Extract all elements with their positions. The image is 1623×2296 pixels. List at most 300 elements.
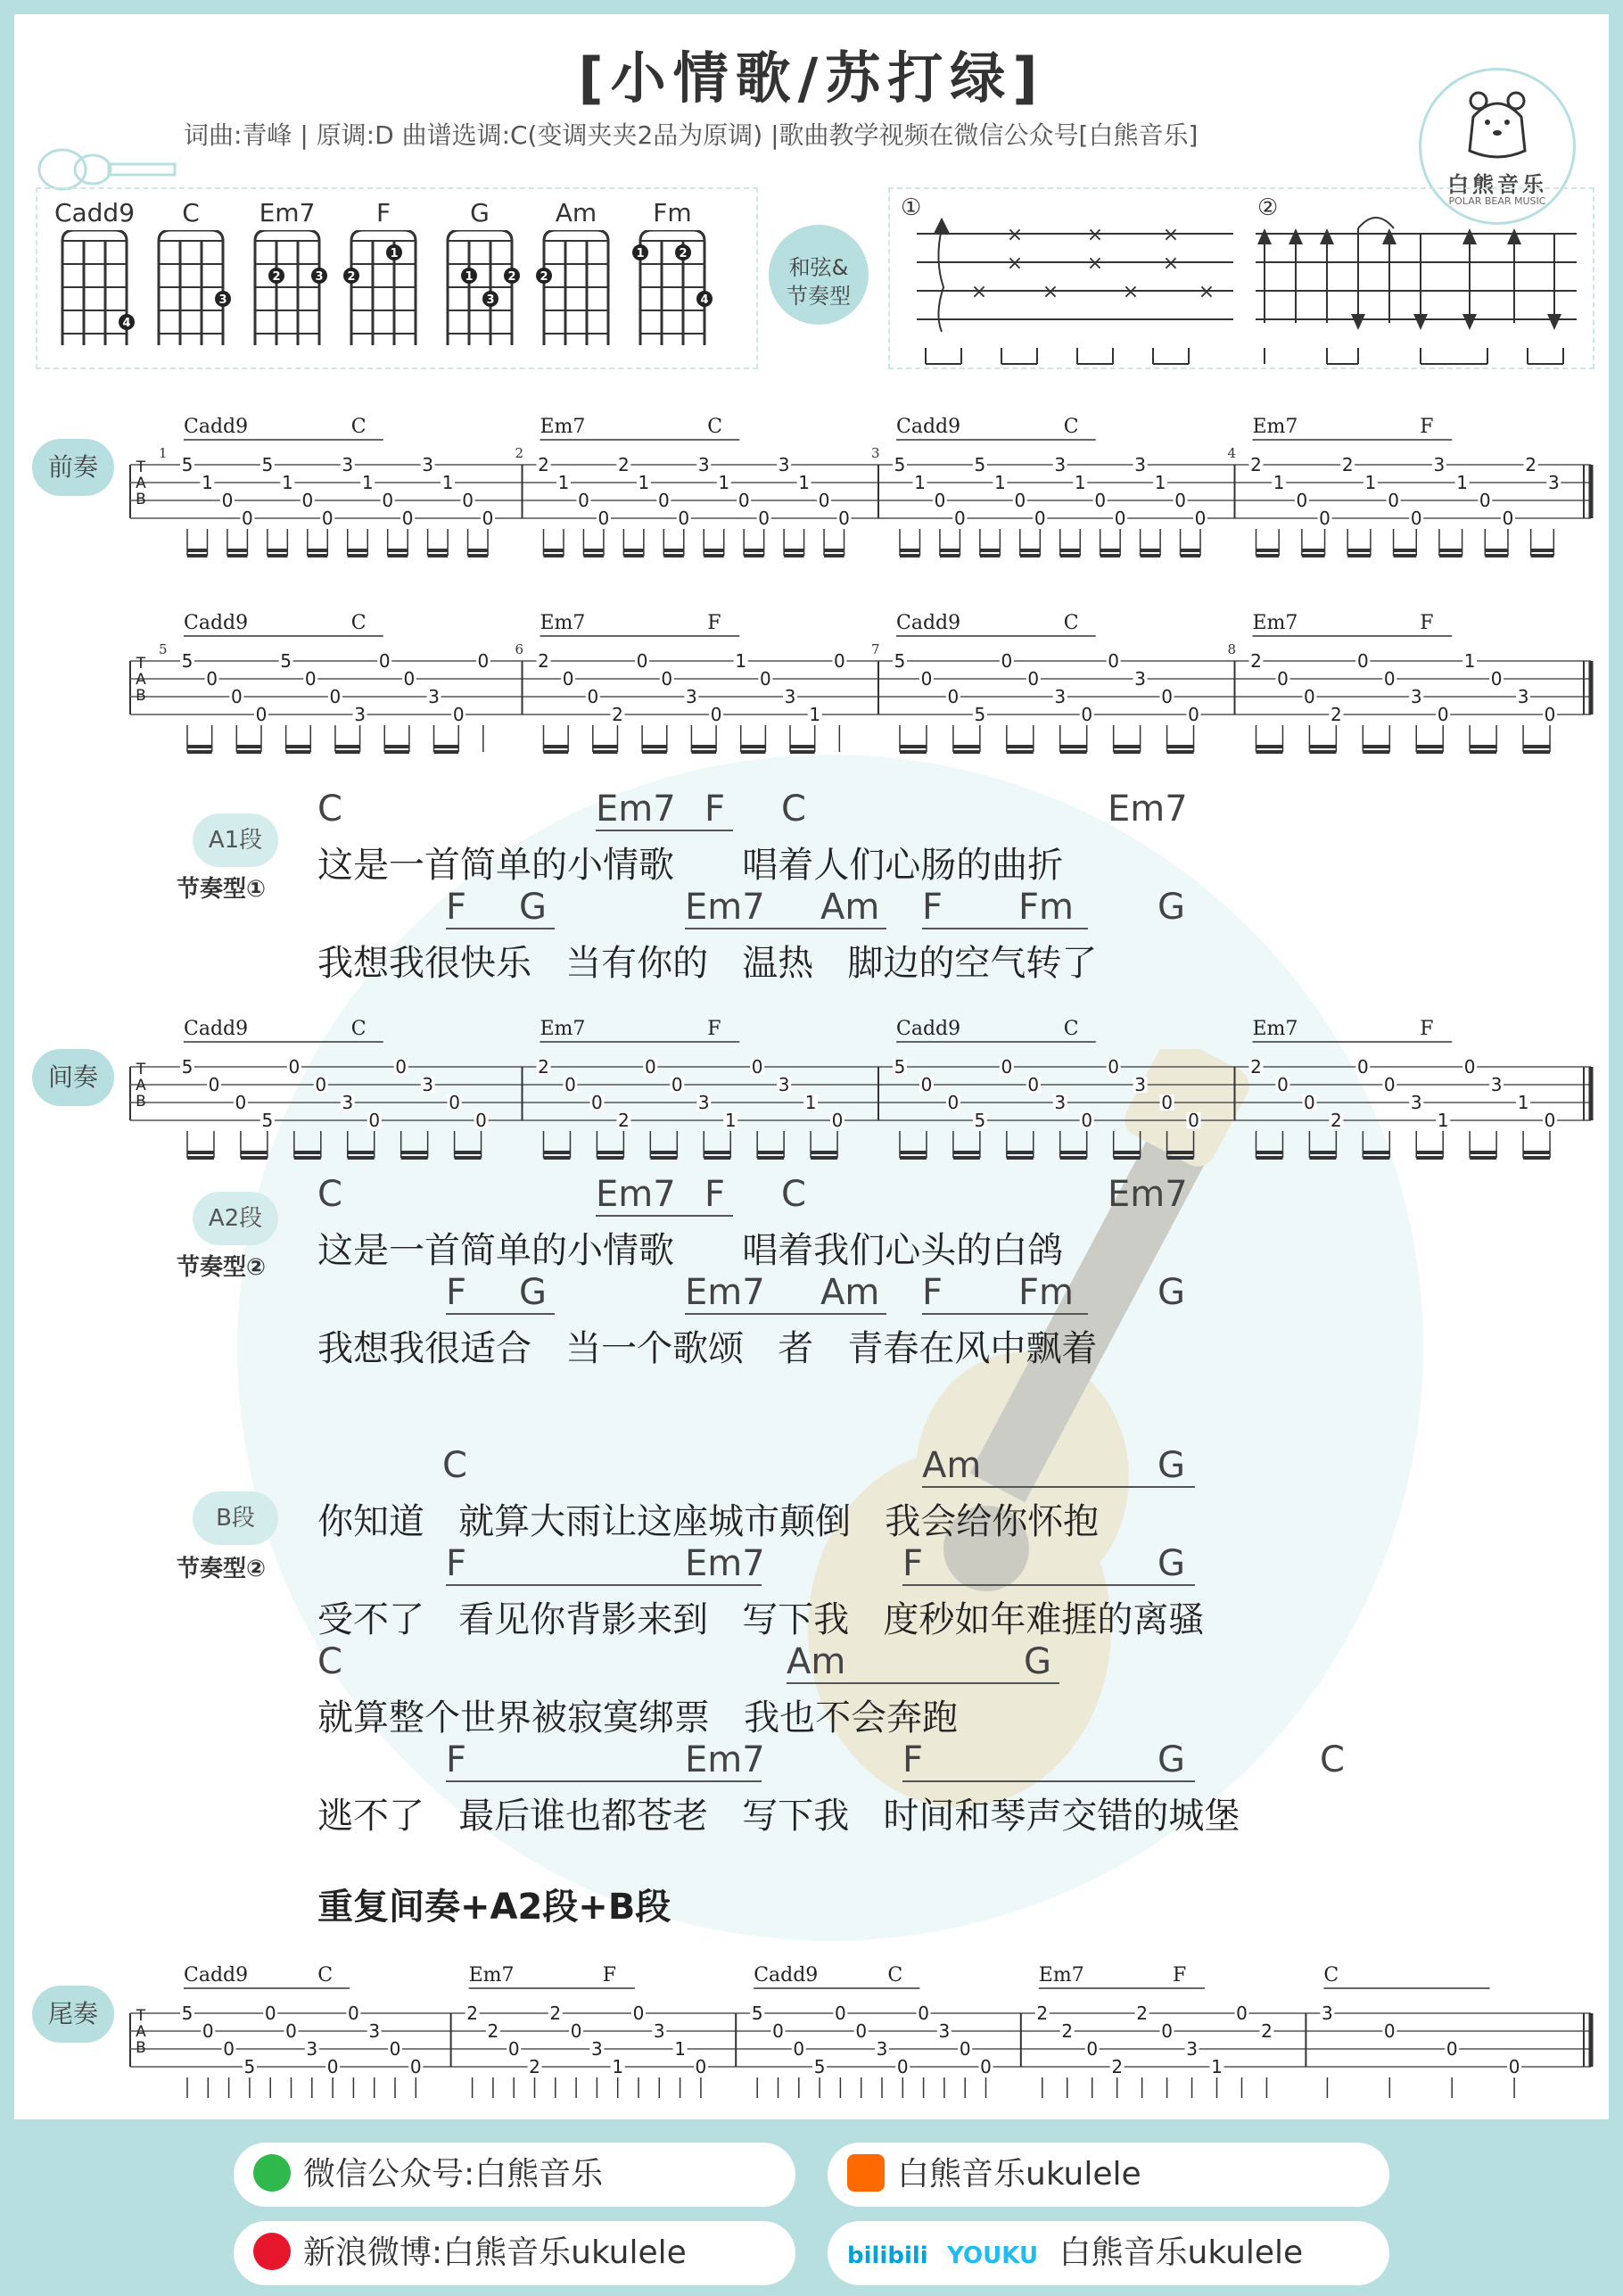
tab-note: 5 bbox=[751, 2003, 763, 2024]
tab-note: 1 bbox=[638, 472, 650, 493]
song-info: 词曲:青峰 | 原调:D 曲谱选调:C(变调夹夹2品为原调) |歌曲教学视频在微信公众号[白熊音乐] bbox=[184, 120, 1199, 150]
tab-note: 0 bbox=[1490, 668, 1503, 690]
tab-note: 0 bbox=[1437, 704, 1449, 725]
a1-chord-line-2 bbox=[14, 887, 1609, 926]
tab-note: 0 bbox=[1114, 508, 1126, 529]
chord: C bbox=[317, 1641, 342, 1682]
weibo-icon bbox=[253, 2233, 291, 2270]
tab-note: 5 bbox=[181, 2003, 194, 2024]
tab-chord-name: C bbox=[1063, 612, 1079, 634]
tab-note: 3 bbox=[422, 454, 433, 475]
tab-note: 0 bbox=[1319, 508, 1331, 529]
tab-chord-name: C bbox=[707, 416, 723, 438]
tab-chord-name: C bbox=[1323, 1964, 1339, 1986]
svg-text:×: × bbox=[1042, 281, 1059, 303]
tab-note: 0 bbox=[329, 686, 342, 707]
a2-chord-line-2 bbox=[14, 1272, 1609, 1311]
tab-chord-name: Cadd9 bbox=[896, 612, 961, 634]
tab-note: 0 bbox=[382, 490, 394, 511]
tab-note: 0 bbox=[1108, 650, 1120, 672]
chord: F bbox=[902, 1543, 924, 1584]
chord: F bbox=[922, 1272, 943, 1313]
tab-system-2 bbox=[14, 585, 1609, 764]
tab-note: 1 bbox=[1273, 472, 1285, 493]
tab-note: 3 bbox=[1322, 2003, 1333, 2024]
tab-note: 0 bbox=[477, 650, 490, 672]
chord-name: Em7 bbox=[259, 198, 316, 227]
tab-note: 3 bbox=[342, 1092, 354, 1113]
chord-name: Fm bbox=[653, 198, 692, 227]
tab-note: 0 bbox=[304, 668, 317, 690]
tab-note: 1 bbox=[1211, 2056, 1223, 2077]
tab-note: 0 bbox=[831, 1110, 844, 1131]
tab-note: 0 bbox=[644, 1056, 656, 1078]
tab-note: 0 bbox=[920, 668, 933, 690]
chord: C bbox=[781, 789, 806, 830]
tab-note: 0 bbox=[1383, 668, 1396, 690]
tab-note: 3 bbox=[653, 2020, 665, 2042]
chord-underline bbox=[685, 1313, 886, 1315]
tab-letter: B bbox=[136, 1093, 146, 1111]
tab-note: 0 bbox=[1094, 490, 1107, 511]
svg-text:×: × bbox=[1086, 252, 1104, 275]
chord-name: Am bbox=[555, 198, 597, 227]
tab-chord-name: F bbox=[707, 1018, 721, 1040]
measure-number: 6 bbox=[515, 641, 524, 657]
tab-note: 3 bbox=[342, 454, 354, 475]
pattern-badge-line1: 和弦& bbox=[788, 255, 849, 280]
tab-note: 0 bbox=[1446, 2038, 1458, 2060]
chord: G bbox=[1158, 1272, 1185, 1313]
tab-note: 0 bbox=[452, 704, 465, 725]
song-title: [小情歌/苏打绿] bbox=[578, 45, 1045, 111]
chord-underline bbox=[685, 928, 886, 929]
tab-note: 0 bbox=[1277, 668, 1289, 690]
tab-note: 3 bbox=[778, 1074, 790, 1095]
tab-note: 0 bbox=[482, 508, 494, 529]
chord-nut bbox=[159, 230, 223, 241]
tab-chord-name: Cadd9 bbox=[896, 416, 961, 438]
tab-note: 0 bbox=[206, 668, 218, 690]
tab-chord-name: Cadd9 bbox=[184, 1018, 249, 1040]
outro-label: 尾奏 bbox=[32, 1986, 114, 2043]
footer-wechat[interactable] bbox=[234, 2143, 795, 2207]
tab-note: 1 bbox=[557, 472, 570, 493]
footer-weibo[interactable] bbox=[234, 2221, 795, 2285]
tab-note: 0 bbox=[301, 490, 314, 511]
tab-note: 5 bbox=[243, 2056, 256, 2077]
tab-note: 0 bbox=[1383, 1074, 1396, 1095]
svg-text:×: × bbox=[1006, 252, 1024, 275]
b-rhythm-label: 节奏型② bbox=[177, 1556, 267, 1582]
chord: Fm bbox=[1018, 1272, 1074, 1313]
tab-note: 0 bbox=[389, 2038, 401, 2060]
chord: C bbox=[317, 1174, 342, 1215]
chord: G bbox=[1158, 1543, 1185, 1584]
tab-note: 0 bbox=[1502, 508, 1514, 529]
tab-note: 0 bbox=[1356, 650, 1369, 672]
tab-note: 2 bbox=[618, 454, 630, 475]
tab-note: 1 bbox=[612, 2056, 624, 2077]
tab-chord-name: C bbox=[350, 612, 367, 634]
tab-note: 0 bbox=[833, 650, 845, 672]
tab-note: 0 bbox=[1277, 1074, 1289, 1095]
finger-number: 3 bbox=[486, 293, 495, 307]
tab-note: 1 bbox=[735, 650, 747, 672]
footer-wechat-text: 微信公众号:白熊音乐 bbox=[303, 2156, 604, 2193]
tab-note: 0 bbox=[920, 1074, 933, 1095]
tab-letter: T bbox=[136, 2007, 146, 2025]
finger-number: 4 bbox=[700, 293, 709, 307]
tab-chord-name: Em7 bbox=[468, 1964, 515, 1986]
chord: F bbox=[446, 887, 467, 928]
tab-note: 0 bbox=[636, 650, 648, 672]
tab-chord-name: C bbox=[1063, 416, 1079, 438]
tab-chord-name: Em7 bbox=[1252, 612, 1298, 634]
tab-note: 0 bbox=[980, 2056, 992, 2077]
tab-note: 0 bbox=[1188, 704, 1199, 725]
strum-patterns bbox=[888, 187, 1594, 369]
tab-chord-name: F bbox=[602, 1964, 617, 1986]
measure-number: 7 bbox=[871, 641, 880, 657]
tab-note: 0 bbox=[1081, 1110, 1093, 1131]
tab-note: 2 bbox=[466, 2003, 478, 2024]
measure-number: 2 bbox=[515, 445, 524, 461]
tab-letter: T bbox=[136, 458, 146, 476]
tab-note: 1 bbox=[1437, 1110, 1449, 1131]
tab-note: 0 bbox=[1508, 2056, 1520, 2077]
measure-number: 1 bbox=[159, 445, 168, 461]
tab-note: 1 bbox=[724, 1110, 737, 1131]
tab-note: 3 bbox=[1410, 686, 1422, 707]
tab-note: 2 bbox=[538, 454, 549, 475]
tab-note: 1 bbox=[914, 472, 926, 493]
tab-note: 3 bbox=[1134, 1074, 1146, 1095]
chord-nut bbox=[448, 230, 512, 241]
a1-lyric-line-1: 这是一首简单的小情歌 唱着人们心肠的曲折 bbox=[317, 845, 1064, 886]
chord-underline bbox=[446, 1313, 555, 1315]
chord: F bbox=[704, 1174, 726, 1215]
chord: F bbox=[446, 1543, 467, 1584]
tab-note: 1 bbox=[202, 472, 213, 493]
chord: F bbox=[922, 887, 943, 928]
chord: G bbox=[1158, 1445, 1185, 1486]
tab-note: 0 bbox=[1194, 508, 1207, 529]
tab-note: 1 bbox=[798, 472, 810, 493]
tab-note: 3 bbox=[428, 686, 440, 707]
tab-chord-name: Em7 bbox=[540, 1018, 586, 1040]
tab-note: 2 bbox=[618, 1110, 630, 1131]
tab-note: 2 bbox=[1111, 2056, 1124, 2077]
tab-note: 3 bbox=[938, 2020, 951, 2042]
chord: Em7 bbox=[685, 887, 765, 928]
tab-note: 1 bbox=[1463, 650, 1476, 672]
tab-note: 5 bbox=[261, 454, 274, 475]
tab-note: 0 bbox=[959, 2038, 971, 2060]
repeat-instruction: 重复间奏+A2段+B段 bbox=[317, 1887, 671, 1928]
finger-number: 4 bbox=[122, 317, 131, 330]
tab-note: 0 bbox=[758, 508, 770, 529]
footer-taobao[interactable] bbox=[828, 2143, 1389, 2207]
tab-note: 0 bbox=[671, 1074, 683, 1095]
sheet bbox=[14, 14, 1609, 2119]
chord-grid bbox=[439, 230, 521, 355]
tab-note: 3 bbox=[422, 1074, 433, 1095]
tab-chord-name: C bbox=[1063, 1018, 1079, 1040]
tab-chord-name: Em7 bbox=[1252, 416, 1298, 438]
tab-note: 1 bbox=[441, 472, 454, 493]
tab-chord-name: F bbox=[1420, 416, 1434, 438]
tab-note: 5 bbox=[894, 1056, 906, 1078]
tab-note: 0 bbox=[1304, 686, 1315, 707]
a2-lyric-line-1: 这是一首简单的小情歌 唱着我们心头的白鸽 bbox=[317, 1230, 1064, 1271]
measure-number: 8 bbox=[1227, 641, 1237, 657]
tab-chord-name: C bbox=[887, 1964, 903, 1986]
tab-note: 5 bbox=[181, 650, 194, 672]
tab-note: 3 bbox=[697, 454, 710, 475]
tab-note: 2 bbox=[487, 2020, 499, 2042]
tab-note: 2 bbox=[1341, 454, 1354, 475]
chord-nut bbox=[544, 230, 608, 241]
tab-note: 0 bbox=[230, 686, 243, 707]
tab-note: 0 bbox=[1544, 704, 1556, 725]
a1-label: A1段 bbox=[193, 814, 278, 867]
tab-chord-name: F bbox=[1420, 1018, 1434, 1040]
tab-system-4 bbox=[14, 1937, 1609, 2098]
tab-note: 0 bbox=[1236, 2003, 1248, 2024]
tab-note: 3 bbox=[686, 686, 697, 707]
tab-note: 0 bbox=[288, 1056, 301, 1078]
finger-number: 2 bbox=[679, 247, 688, 260]
chord-diagram bbox=[631, 198, 713, 359]
chord-grid bbox=[246, 230, 328, 355]
tab-note: 3 bbox=[1054, 454, 1067, 475]
tab-note: 0 bbox=[1479, 490, 1491, 511]
tab-note: 0 bbox=[855, 2020, 868, 2042]
svg-text:×: × bbox=[1006, 224, 1024, 246]
tab-note: 1 bbox=[718, 472, 730, 493]
tab-note: 0 bbox=[395, 1056, 408, 1078]
chord-diagram bbox=[246, 198, 328, 359]
tab-chord-name: Cadd9 bbox=[184, 416, 249, 438]
chord-nut bbox=[255, 230, 319, 241]
chord: G bbox=[519, 1272, 547, 1313]
youku-icon: YOUKU bbox=[947, 2242, 1039, 2269]
finger-number: 2 bbox=[272, 270, 281, 284]
tab-note: 0 bbox=[1388, 490, 1399, 511]
tab-letter: A bbox=[136, 475, 146, 492]
tab-note: 0 bbox=[462, 490, 474, 511]
svg-text:×: × bbox=[1198, 281, 1215, 303]
tab-note: 2 bbox=[612, 704, 623, 725]
tab-note: 0 bbox=[1014, 490, 1026, 511]
logo-text-cn: 白熊音乐 bbox=[1447, 172, 1547, 197]
tab-note: 0 bbox=[591, 1092, 603, 1113]
chord-underline bbox=[922, 1313, 1088, 1315]
tab-letter: A bbox=[136, 671, 146, 689]
tab-note: 0 bbox=[772, 2020, 784, 2042]
tab-note: 3 bbox=[591, 2038, 603, 2060]
a1-chord-line-1 bbox=[14, 789, 1609, 828]
chord: Am bbox=[787, 1641, 846, 1682]
chord-nut bbox=[62, 230, 127, 241]
tab-note: 5 bbox=[974, 454, 986, 475]
finger-number: 2 bbox=[507, 270, 516, 284]
a1-lyric-line-2: 我想我很快乐 当有你的 温热 脚边的空气转了 bbox=[317, 943, 1098, 984]
tab-note: 3 bbox=[368, 2020, 381, 2042]
tab-note: 0 bbox=[315, 1074, 327, 1095]
tab-note: 5 bbox=[974, 1110, 986, 1131]
chord-diagram bbox=[342, 198, 424, 359]
tab-note: 1 bbox=[1154, 472, 1166, 493]
tab-note: 0 bbox=[737, 490, 750, 511]
tab-note: 5 bbox=[894, 650, 906, 672]
bilibili-icon: bilibili bbox=[847, 2242, 928, 2269]
tab-note: 2 bbox=[1036, 2003, 1049, 2024]
tab-note: 0 bbox=[449, 1092, 460, 1113]
tab-letter: B bbox=[136, 687, 146, 705]
tab-note: 0 bbox=[1027, 668, 1040, 690]
tab-note: 0 bbox=[751, 1056, 763, 1078]
a2-label: A2段 bbox=[193, 1192, 278, 1245]
tab-note: 1 bbox=[1517, 1092, 1529, 1113]
tab-note: 3 bbox=[1134, 668, 1146, 690]
b-label: B段 bbox=[193, 1491, 278, 1545]
tab-chord-name: Cadd9 bbox=[184, 1964, 249, 1986]
tab-note: 0 bbox=[1383, 2020, 1396, 2042]
tab-note: 2 bbox=[1136, 2003, 1149, 2024]
chord-underline bbox=[446, 1780, 762, 1782]
tab-note: 3 bbox=[784, 686, 796, 707]
tab-system-3 bbox=[14, 991, 1609, 1169]
tab-note: 0 bbox=[255, 704, 268, 725]
b-chord-line-4 bbox=[14, 1739, 1609, 1779]
tab-letter: B bbox=[136, 2039, 146, 2057]
finger-number: 3 bbox=[315, 270, 324, 284]
tab-note: 2 bbox=[1250, 650, 1262, 672]
tab-note: 0 bbox=[1161, 2020, 1173, 2042]
finger-number: 3 bbox=[218, 293, 227, 307]
tab-note: 0 bbox=[1086, 2038, 1099, 2060]
chord-diagram bbox=[439, 198, 521, 359]
chord-name: C bbox=[182, 198, 200, 227]
tab-note: 0 bbox=[401, 508, 414, 529]
svg-text:×: × bbox=[1162, 252, 1180, 275]
tab-note: 0 bbox=[1108, 1056, 1120, 1078]
tab-note: 0 bbox=[1034, 508, 1046, 529]
tab-note: 5 bbox=[261, 1110, 274, 1131]
chord: C bbox=[1320, 1739, 1345, 1780]
tab-note: 0 bbox=[403, 668, 416, 690]
tab-note: 0 bbox=[760, 668, 771, 690]
tab-note: 0 bbox=[1174, 490, 1186, 511]
chord-grid bbox=[631, 230, 713, 355]
tab-note: 0 bbox=[564, 1074, 576, 1095]
chord-underline bbox=[446, 928, 555, 929]
pattern-badge-line2: 节奏型 bbox=[787, 284, 851, 309]
tab-note: 0 bbox=[818, 490, 830, 511]
tab-note: 0 bbox=[947, 686, 960, 707]
chord: G bbox=[519, 887, 547, 928]
tab-note: 5 bbox=[181, 1056, 194, 1078]
chord-underline bbox=[596, 1215, 733, 1217]
tab-note: 3 bbox=[306, 2038, 318, 2060]
tab-note: 5 bbox=[974, 704, 986, 725]
tab-note: 0 bbox=[1188, 1110, 1199, 1131]
svg-text:×: × bbox=[1122, 281, 1140, 303]
tab-chord-name: C bbox=[350, 416, 367, 438]
chord: F bbox=[704, 789, 726, 830]
tab-note: 1 bbox=[1456, 472, 1468, 493]
tab-letter: A bbox=[136, 1077, 146, 1094]
tab-note: 0 bbox=[1296, 490, 1308, 511]
tab-note: 5 bbox=[894, 454, 906, 475]
tab-system-1 bbox=[14, 389, 1609, 567]
tab-note: 0 bbox=[378, 650, 391, 672]
tab-note: 0 bbox=[1410, 508, 1422, 529]
tab-chord-name: C bbox=[317, 1964, 334, 1986]
tab-note: 0 bbox=[1161, 1092, 1173, 1113]
svg-text:×: × bbox=[1086, 224, 1104, 246]
b-lyric-line-4: 逃不了 最后谁也都苍老 写下我 时间和琴声交错的城堡 bbox=[317, 1796, 1240, 1837]
chord-diagram bbox=[150, 198, 232, 359]
chord: F bbox=[446, 1272, 467, 1313]
measure-number: 5 bbox=[159, 641, 168, 657]
footer-video[interactable] bbox=[828, 2221, 1389, 2285]
taobao-icon bbox=[847, 2154, 885, 2192]
tab-note: 0 bbox=[793, 2038, 805, 2060]
tab-chord-name: Em7 bbox=[540, 416, 586, 438]
tab-note: 0 bbox=[221, 490, 234, 511]
a2-lyric-line-2: 我想我很适合 当一个歌颂 者 青春在风中飘着 bbox=[317, 1328, 1098, 1369]
tab-note: 3 bbox=[778, 454, 790, 475]
tab-note: 3 bbox=[1054, 686, 1067, 707]
measure-number: 4 bbox=[1227, 445, 1237, 461]
tab-note: 0 bbox=[1001, 1056, 1013, 1078]
tab-note: 1 bbox=[809, 704, 821, 725]
chord-underline bbox=[596, 830, 733, 831]
chord: C bbox=[317, 789, 342, 830]
tab-note: 0 bbox=[409, 2056, 422, 2077]
tab-chord-name: F bbox=[707, 612, 721, 634]
chord: Em7 bbox=[685, 1272, 765, 1313]
tab-note: 2 bbox=[549, 2003, 562, 2024]
tab-note: 2 bbox=[1261, 2020, 1273, 2042]
tab-note: 2 bbox=[1331, 1110, 1342, 1131]
finger-number: 2 bbox=[540, 270, 548, 284]
svg-text:×: × bbox=[970, 281, 988, 303]
b-chord-line-3 bbox=[14, 1641, 1609, 1681]
tab-chord-name: Cadd9 bbox=[896, 1018, 961, 1040]
tab-note: 2 bbox=[1331, 704, 1342, 725]
chord-grid bbox=[150, 230, 232, 355]
chord: Am bbox=[922, 1445, 982, 1486]
tab-note: 0 bbox=[235, 1092, 247, 1113]
tab-note: 3 bbox=[1410, 1092, 1422, 1113]
tab-note: 3 bbox=[876, 2038, 888, 2060]
tab-note: 0 bbox=[710, 704, 722, 725]
tab-note: 1 bbox=[361, 472, 374, 493]
tab-note: 0 bbox=[918, 2003, 929, 2024]
chord: G bbox=[1158, 887, 1185, 928]
tab-note: 0 bbox=[896, 2056, 909, 2077]
chord-name: Cadd9 bbox=[54, 198, 136, 227]
tab-note: 3 bbox=[1547, 472, 1560, 493]
a2-chord-line-1 bbox=[14, 1174, 1609, 1213]
tab-chord-name: F bbox=[1173, 1964, 1187, 1986]
tab-note: 1 bbox=[993, 472, 1006, 493]
tab-note: 0 bbox=[242, 508, 253, 529]
